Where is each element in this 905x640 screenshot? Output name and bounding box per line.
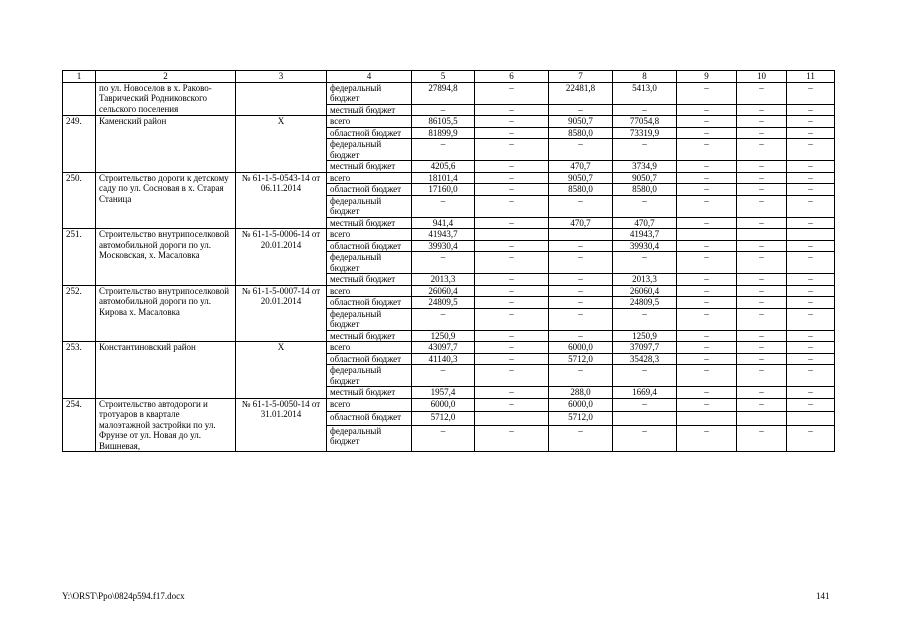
value-cell: 3734,9 <box>613 161 677 173</box>
header-cell: 10 <box>737 71 787 83</box>
value-cell: – <box>475 297 549 309</box>
header-cell: 6 <box>475 71 549 83</box>
value-cell <box>549 229 613 241</box>
value-cell: 6000,0 <box>549 398 613 412</box>
funding-source: местный бюджет <box>327 217 412 229</box>
value-cell: – <box>787 425 835 451</box>
value-cell: – <box>677 274 737 286</box>
value-cell: – <box>737 82 787 104</box>
value-cell: – <box>475 365 549 387</box>
value-cell: – <box>787 82 835 104</box>
value-cell: – <box>677 104 737 116</box>
funding-source: местный бюджет <box>327 274 412 286</box>
value-cell: 35428,3 <box>613 353 677 365</box>
registration-number <box>236 82 327 116</box>
value-cell: 9050,7 <box>549 116 613 128</box>
value-cell: – <box>677 161 737 173</box>
value-cell: – <box>475 184 549 196</box>
value-cell: 2013,3 <box>613 274 677 286</box>
value-cell: 18101,4 <box>412 172 475 184</box>
table-row <box>63 342 835 354</box>
value-cell: 2013,3 <box>412 274 475 286</box>
value-cell: – <box>549 195 613 217</box>
value-cell: – <box>412 139 475 161</box>
value-cell: – <box>549 425 613 451</box>
value-cell: – <box>787 139 835 161</box>
value-cell: – <box>787 116 835 128</box>
header-cell: 7 <box>549 71 613 83</box>
value-cell <box>677 412 737 426</box>
value-cell <box>737 229 787 241</box>
row-number: 252. <box>63 285 96 342</box>
value-cell: 37097,7 <box>613 342 677 354</box>
funding-source: областной бюджет <box>327 353 412 365</box>
object-name: Строительство внутрипоселковой автомобильной дороги по ул. Московская, х. Масаловка <box>96 229 236 286</box>
registration-number: № 61-1-5-0007-14 от 20.01.2014 <box>236 285 327 342</box>
value-cell: – <box>787 240 835 252</box>
row-number <box>63 82 96 116</box>
value-cell: – <box>549 139 613 161</box>
value-cell: – <box>549 297 613 309</box>
funding-source: федеральный бюджет <box>327 425 412 451</box>
value-cell <box>475 412 549 426</box>
object-name: Константиновский район <box>96 342 236 399</box>
funding-source: федеральный бюджет <box>327 195 412 217</box>
value-cell: – <box>412 425 475 451</box>
value-cell: 6000,0 <box>412 398 475 412</box>
value-cell: – <box>787 330 835 342</box>
value-cell: 24809,5 <box>412 297 475 309</box>
header-cell: 2 <box>96 71 236 83</box>
footer-file-path: Y:\ORST\Ppo\0824p594.f17.docx <box>62 591 185 601</box>
value-cell: – <box>787 104 835 116</box>
value-cell: – <box>613 104 677 116</box>
value-cell: – <box>549 330 613 342</box>
value-cell: – <box>475 104 549 116</box>
header-cell: 9 <box>677 71 737 83</box>
object-name: Строительство автодороги и тротуаров в квартале малоэтажной застройки по ул. Фрунзе от ул. Новая до ул. Вишневая, <box>96 398 236 452</box>
value-cell: – <box>787 172 835 184</box>
value-cell: – <box>787 252 835 274</box>
value-cell: 81899,9 <box>412 127 475 139</box>
value-cell: – <box>475 116 549 128</box>
value-cell: – <box>737 342 787 354</box>
funding-source: всего <box>327 172 412 184</box>
value-cell: – <box>475 285 549 297</box>
registration-number: № 61-1-5-0050-14 от 31.01.2014 <box>236 398 327 452</box>
value-cell: 77054,8 <box>613 116 677 128</box>
value-cell: – <box>677 139 737 161</box>
value-cell: – <box>549 365 613 387</box>
value-cell: 73319,9 <box>613 127 677 139</box>
value-cell: – <box>787 184 835 196</box>
row-number: 254. <box>63 398 96 452</box>
header-cell: 1 <box>63 71 96 83</box>
value-cell: – <box>613 195 677 217</box>
value-cell: – <box>737 285 787 297</box>
value-cell: – <box>737 104 787 116</box>
funding-source: областной бюджет <box>327 184 412 196</box>
value-cell: 5712,0 <box>549 412 613 426</box>
value-cell: 5712,0 <box>549 353 613 365</box>
value-cell: – <box>613 365 677 387</box>
registration-number: Х <box>236 116 327 173</box>
value-cell: – <box>737 139 787 161</box>
value-cell: 470,7 <box>549 217 613 229</box>
value-cell: 43097,7 <box>412 342 475 354</box>
value-cell: – <box>677 297 737 309</box>
value-cell: – <box>475 161 549 173</box>
value-cell: – <box>737 365 787 387</box>
object-name: Строительство дороги к детскому саду по ул. Сосновая в х. Старая Станица <box>96 172 236 229</box>
value-cell: – <box>737 240 787 252</box>
value-cell: – <box>677 184 737 196</box>
value-cell: – <box>549 240 613 252</box>
value-cell <box>737 412 787 426</box>
registration-number: № 61-1-5-0543-14 от 06.11.2014 <box>236 172 327 229</box>
value-cell: – <box>412 104 475 116</box>
value-cell <box>677 229 737 241</box>
value-cell <box>787 412 835 426</box>
header-cell: 4 <box>327 71 412 83</box>
value-cell: – <box>787 161 835 173</box>
header-cell: 11 <box>787 71 835 83</box>
funding-source: федеральный бюджет <box>327 252 412 274</box>
object-name: Строительство внутрипоселковой автомобильной дороги по ул. Кирова х. Масаловка <box>96 285 236 342</box>
value-cell: 22481,8 <box>549 82 613 104</box>
value-cell: 8580,0 <box>549 184 613 196</box>
value-cell: 39930,4 <box>613 240 677 252</box>
value-cell: 1957,4 <box>412 387 475 399</box>
value-cell: – <box>677 172 737 184</box>
value-cell: – <box>475 387 549 399</box>
value-cell: – <box>737 398 787 412</box>
funding-source: местный бюджет <box>327 330 412 342</box>
value-cell: – <box>677 387 737 399</box>
row-number: 250. <box>63 172 96 229</box>
funding-source: всего <box>327 116 412 128</box>
value-cell: – <box>737 274 787 286</box>
value-cell: – <box>677 127 737 139</box>
value-cell: – <box>412 365 475 387</box>
value-cell: – <box>787 127 835 139</box>
value-cell: 941,4 <box>412 217 475 229</box>
value-cell: – <box>787 387 835 399</box>
value-cell: – <box>677 342 737 354</box>
value-cell: – <box>737 116 787 128</box>
value-cell: – <box>677 365 737 387</box>
value-cell: – <box>613 252 677 274</box>
object-name: по ул. Новоселов в х. Раково-Таврический Родниковского сельского поселения <box>96 82 236 116</box>
row-number: 253. <box>63 342 96 399</box>
value-cell: – <box>737 252 787 274</box>
value-cell: 39930,4 <box>412 240 475 252</box>
funding-source: областной бюджет <box>327 297 412 309</box>
value-cell: 8580,0 <box>549 127 613 139</box>
value-cell: – <box>737 195 787 217</box>
funding-source: областной бюджет <box>327 240 412 252</box>
value-cell: 470,7 <box>613 217 677 229</box>
value-cell: 41943,7 <box>412 229 475 241</box>
value-cell: – <box>787 353 835 365</box>
value-cell: – <box>737 330 787 342</box>
value-cell: – <box>475 308 549 330</box>
table-row <box>63 172 835 184</box>
header-cell: 3 <box>236 71 327 83</box>
value-cell: – <box>677 217 737 229</box>
value-cell: – <box>737 353 787 365</box>
funding-source: местный бюджет <box>327 387 412 399</box>
value-cell: – <box>475 252 549 274</box>
header-row <box>63 71 835 83</box>
value-cell: – <box>475 398 549 412</box>
value-cell: – <box>737 184 787 196</box>
value-cell: – <box>412 195 475 217</box>
value-cell: 1669,4 <box>613 387 677 399</box>
value-cell: – <box>677 330 737 342</box>
value-cell: – <box>613 425 677 451</box>
value-cell: – <box>613 308 677 330</box>
value-cell <box>787 229 835 241</box>
value-cell: – <box>613 139 677 161</box>
value-cell: – <box>737 127 787 139</box>
value-cell: – <box>475 82 549 104</box>
row-number: 251. <box>63 229 96 286</box>
registration-number: № 61-1-5-0006-14 от 20.01.2014 <box>236 229 327 286</box>
header-cell: 5 <box>412 71 475 83</box>
value-cell: – <box>677 116 737 128</box>
value-cell: 9050,7 <box>613 172 677 184</box>
funding-source: всего <box>327 229 412 241</box>
value-cell: 41943,7 <box>613 229 677 241</box>
footer-page-number: 141 <box>816 591 830 601</box>
object-name: Каменский район <box>96 116 236 173</box>
funding-source: всего <box>327 342 412 354</box>
value-cell: – <box>475 330 549 342</box>
table-row <box>63 285 835 297</box>
value-cell: – <box>737 308 787 330</box>
value-cell: 8580,0 <box>613 184 677 196</box>
value-cell: – <box>787 274 835 286</box>
value-cell: 288,0 <box>549 387 613 399</box>
funding-source: местный бюджет <box>327 161 412 173</box>
value-cell: – <box>737 217 787 229</box>
value-cell: – <box>549 308 613 330</box>
value-cell: – <box>475 217 549 229</box>
row-number: 249. <box>63 116 96 173</box>
value-cell: – <box>677 195 737 217</box>
value-cell <box>475 229 549 241</box>
value-cell: – <box>677 398 737 412</box>
value-cell: 5712,0 <box>412 412 475 426</box>
value-cell: – <box>475 425 549 451</box>
value-cell: 1250,9 <box>613 330 677 342</box>
value-cell: – <box>613 398 677 412</box>
value-cell: 26060,4 <box>613 285 677 297</box>
funding-source: федеральный бюджет <box>327 82 412 104</box>
registration-number: Х <box>236 342 327 399</box>
table-row <box>63 116 835 128</box>
funding-source: федеральный бюджет <box>327 365 412 387</box>
value-cell: 26060,4 <box>412 285 475 297</box>
value-cell: – <box>737 297 787 309</box>
value-cell: – <box>737 172 787 184</box>
value-cell: – <box>737 425 787 451</box>
funding-source: федеральный бюджет <box>327 308 412 330</box>
value-cell: – <box>787 365 835 387</box>
value-cell: 470,7 <box>549 161 613 173</box>
value-cell: 24809,5 <box>613 297 677 309</box>
value-cell: 4205,6 <box>412 161 475 173</box>
value-cell: – <box>549 104 613 116</box>
value-cell: – <box>737 161 787 173</box>
value-cell: – <box>549 285 613 297</box>
funding-source: федеральный бюджет <box>327 139 412 161</box>
value-cell: 27894,8 <box>412 82 475 104</box>
table-row <box>63 82 835 104</box>
table-row <box>63 229 835 241</box>
value-cell: – <box>475 240 549 252</box>
value-cell: – <box>677 425 737 451</box>
value-cell: – <box>677 82 737 104</box>
funding-source: областной бюджет <box>327 412 412 426</box>
value-cell: – <box>475 342 549 354</box>
value-cell: 6000,0 <box>549 342 613 354</box>
value-cell: – <box>677 240 737 252</box>
table-row <box>63 398 835 412</box>
funding-source: местный бюджет <box>327 104 412 116</box>
value-cell: – <box>787 195 835 217</box>
value-cell: – <box>677 252 737 274</box>
value-cell: 17160,0 <box>412 184 475 196</box>
value-cell: – <box>475 195 549 217</box>
value-cell: 9050,7 <box>549 172 613 184</box>
value-cell: – <box>412 252 475 274</box>
value-cell: – <box>549 252 613 274</box>
value-cell: 5413,0 <box>613 82 677 104</box>
value-cell: – <box>787 342 835 354</box>
header-cell: 8 <box>613 71 677 83</box>
value-cell: – <box>475 274 549 286</box>
value-cell: – <box>677 308 737 330</box>
value-cell: – <box>677 353 737 365</box>
funding-source: областной бюджет <box>327 127 412 139</box>
value-cell: – <box>475 127 549 139</box>
value-cell: – <box>677 285 737 297</box>
value-cell: – <box>412 308 475 330</box>
value-cell: – <box>475 172 549 184</box>
value-cell: – <box>549 274 613 286</box>
value-cell: – <box>475 139 549 161</box>
value-cell: – <box>787 297 835 309</box>
funding-source: всего <box>327 285 412 297</box>
value-cell: 41140,3 <box>412 353 475 365</box>
funding-source: всего <box>327 398 412 412</box>
value-cell: – <box>737 387 787 399</box>
value-cell <box>613 412 677 426</box>
budget-table <box>62 70 835 452</box>
value-cell: – <box>787 398 835 412</box>
value-cell: – <box>787 285 835 297</box>
value-cell: – <box>787 308 835 330</box>
value-cell: 1250,9 <box>412 330 475 342</box>
value-cell: 86105,5 <box>412 116 475 128</box>
value-cell: – <box>787 217 835 229</box>
value-cell: – <box>475 353 549 365</box>
